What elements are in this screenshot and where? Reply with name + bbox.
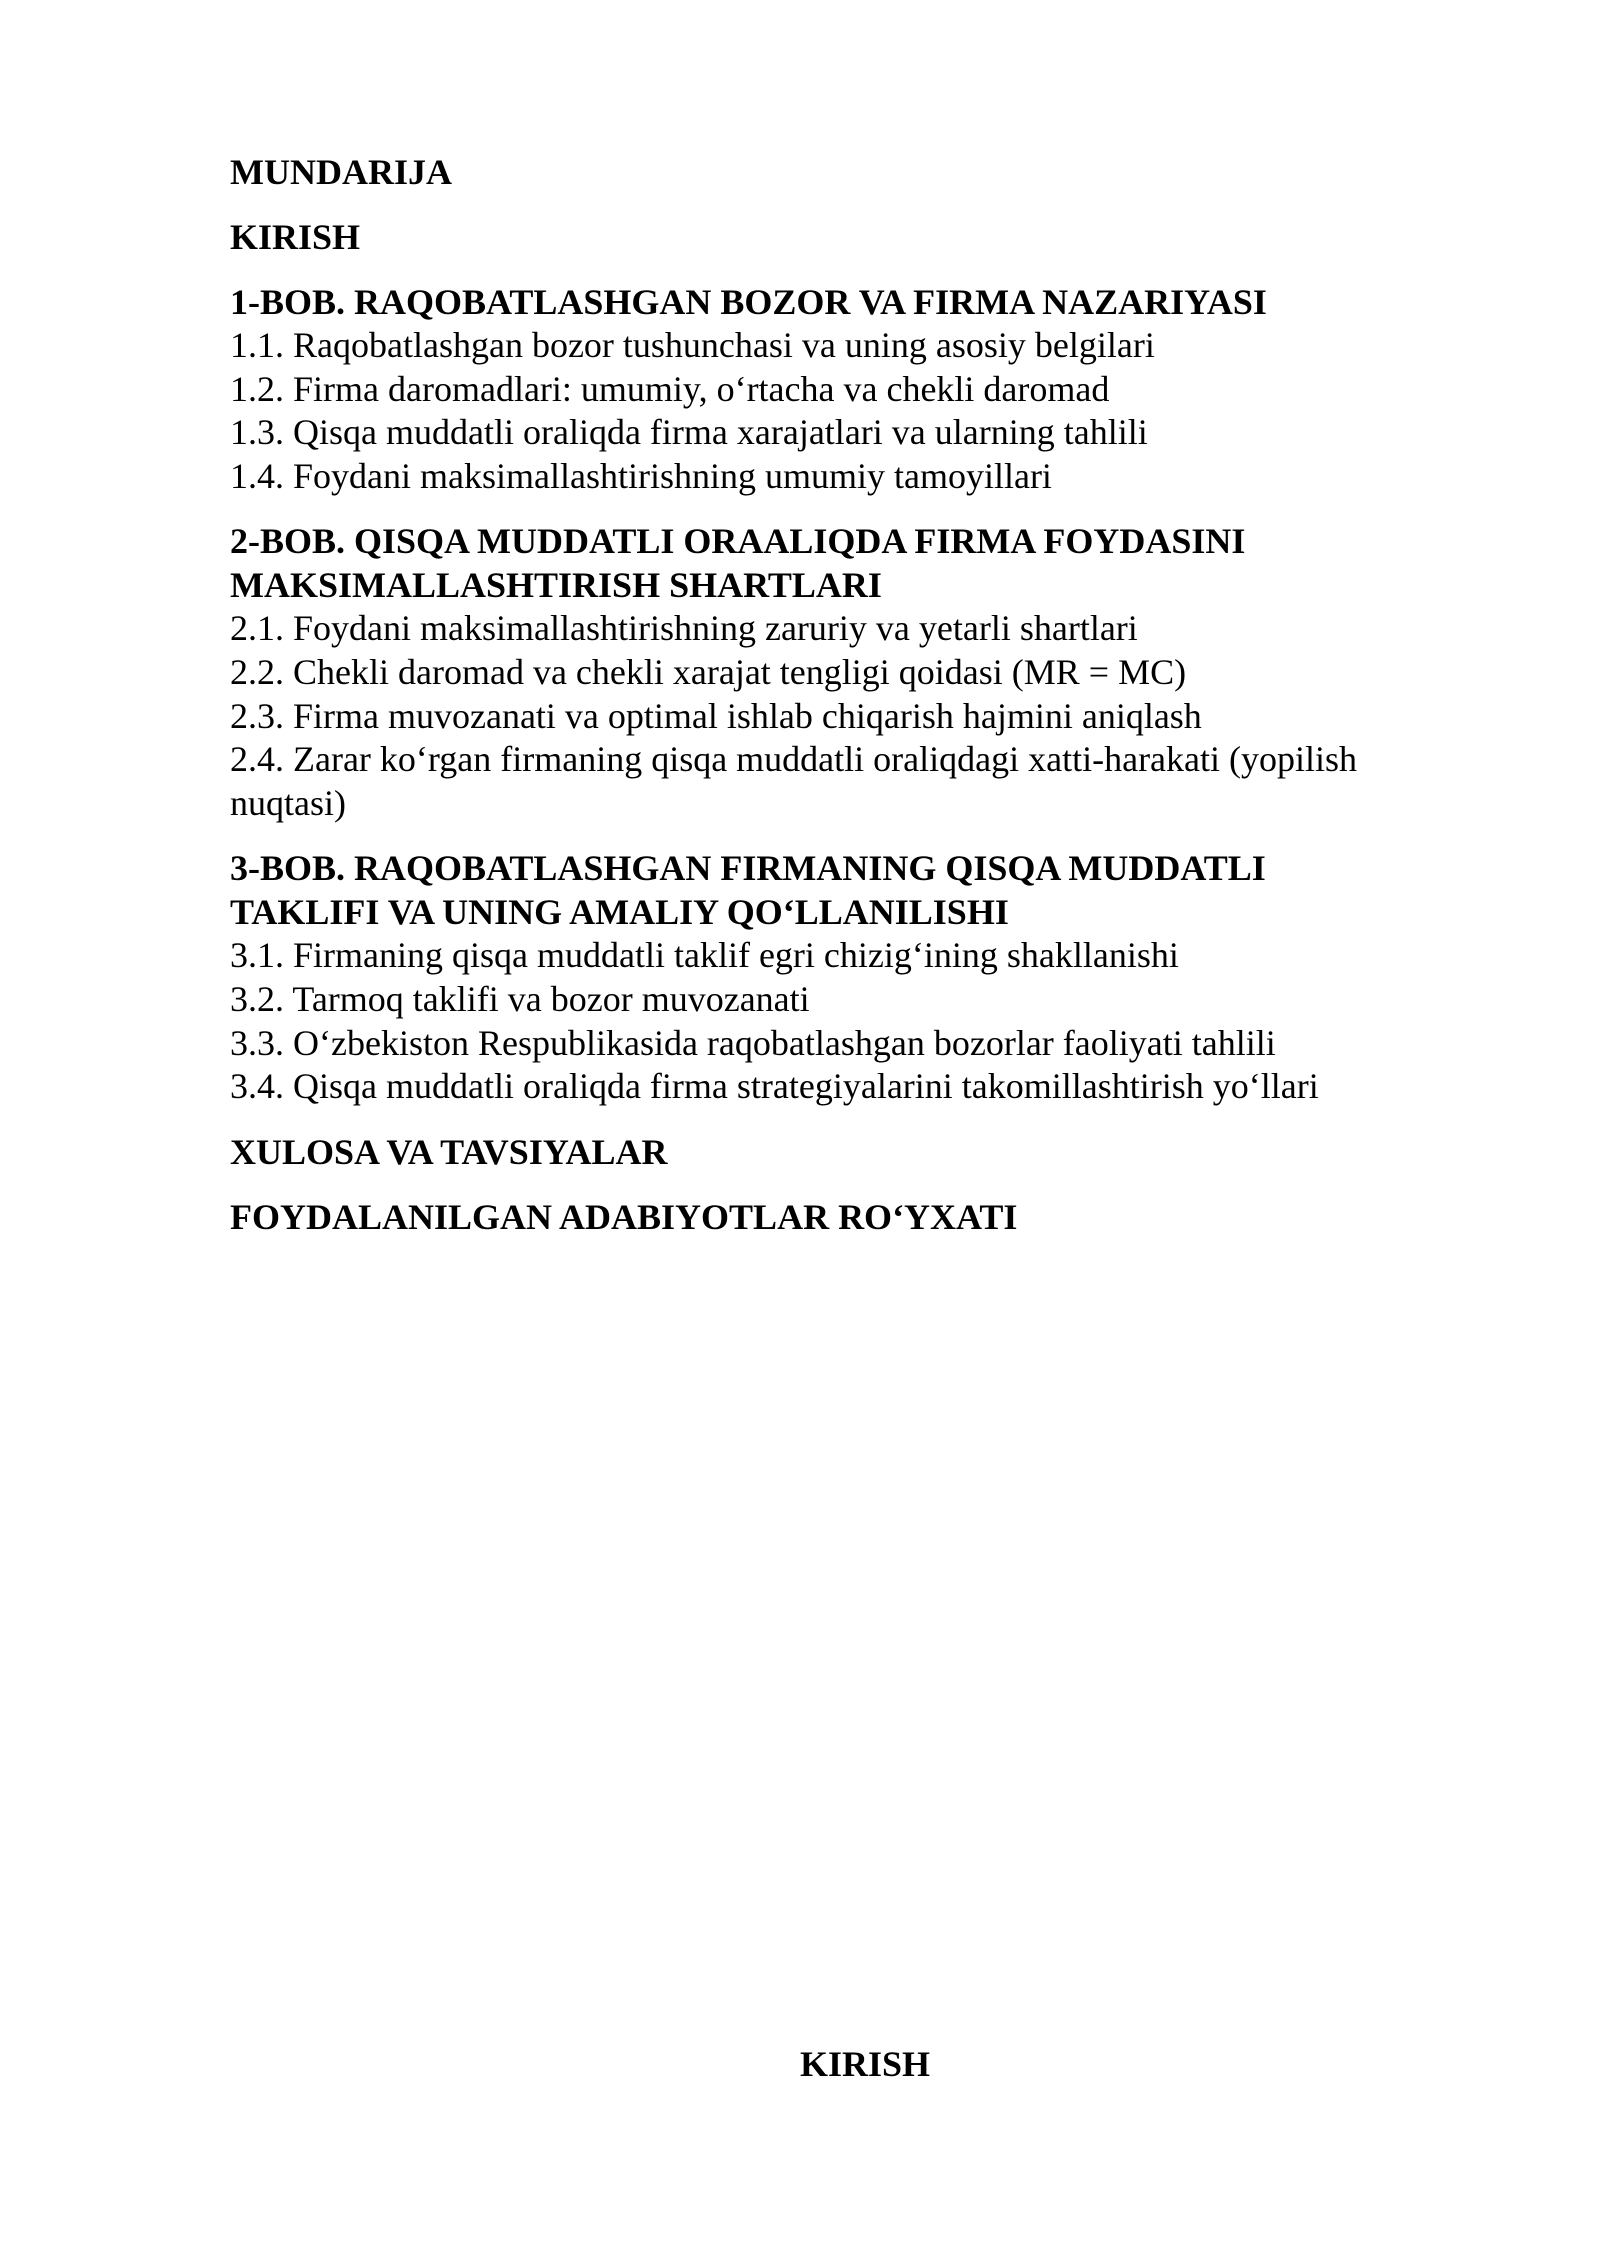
chapter3-heading-line1: 3-BOB. RAQOBATLASHGAN FIRMANING QISQA MUDDATLI: [230, 848, 1266, 889]
toc-title: MUNDARIJA: [230, 152, 452, 192]
chapter2-item: 2.3. Firma muvozanati va optimal ishlab chiqarish hajmini aniqlash: [230, 695, 1202, 736]
chapter2-item: 2.4. Zarar ko‘rgan firmaning qisqa muddatli oraliqdagi xatti-harakati (yopilish: [230, 739, 1358, 780]
chapter3-heading-line2: TAKLIFI VA UNING AMALIY QO‘LLANILISHI: [230, 892, 1009, 933]
chapter1-item: 1.4. Foydani maksimallashtirishning umumiy tamoyillari: [230, 455, 1052, 496]
chapter3-item: 3.3. O‘zbekiston Respublikasida raqobatlashgan bozorlar faoliyati tahlili: [230, 1022, 1276, 1063]
chapter1-item: 1.2. Firma daromadlari: umumiy, o‘rtacha va chekli daromad: [230, 368, 1110, 409]
chapter2-heading-line2: MAKSIMALLASHTIRISH SHARTLARI: [230, 565, 882, 606]
toc-references: FOYDALANILGAN ADABIYOTLAR RO‘YXATI: [230, 1196, 1018, 1237]
chapter2-item: 2.1. Foydani maksimallashtirishning zaruriy va yetarli shartlari: [230, 608, 1138, 649]
section-heading-intro: KIRISH: [799, 2044, 931, 2084]
chapter2-item: 2.2. Chekli daromad va chekli xarajat tengligi qoidasi (MR = MC): [230, 651, 1187, 692]
chapter1-item: 1.1. Raqobatlashgan bozor tushunchasi va uning asosiy belgilari: [230, 325, 1155, 365]
chapter2-item-continuation: nuqtasi): [230, 782, 346, 823]
chapter3-item: 3.1. Firmaning qisqa muddatli taklif egri chizig‘ining shakllanishi: [230, 935, 1179, 976]
toc-intro: KIRISH: [230, 217, 361, 257]
chapter2-heading-line1: 2-BOB. QISQA MUDDATLI ORAALIQDA FIRMA FOYDASINI: [230, 521, 1246, 562]
chapter3-item: 3.2. Tarmoq taklifi va bozor muvozanati: [230, 978, 810, 1019]
table-of-contents: [230, 150, 1430, 1239]
chapter3-item: 3.4. Qisqa muddatli oraliqda firma strategiyalarini takomillashtirish yo‘llari: [230, 1066, 1319, 1107]
chapter1-heading: 1-BOB. RAQOBATLASHGAN BOZOR VA FIRMA NAZARIYASI: [230, 282, 1267, 322]
chapter1-item: 1.3. Qisqa muddatli oraliqda firma xarajatlari va ularning tahlili: [230, 412, 1148, 453]
toc-conclusion: XULOSA VA TAVSIYALAR: [230, 1131, 668, 1172]
